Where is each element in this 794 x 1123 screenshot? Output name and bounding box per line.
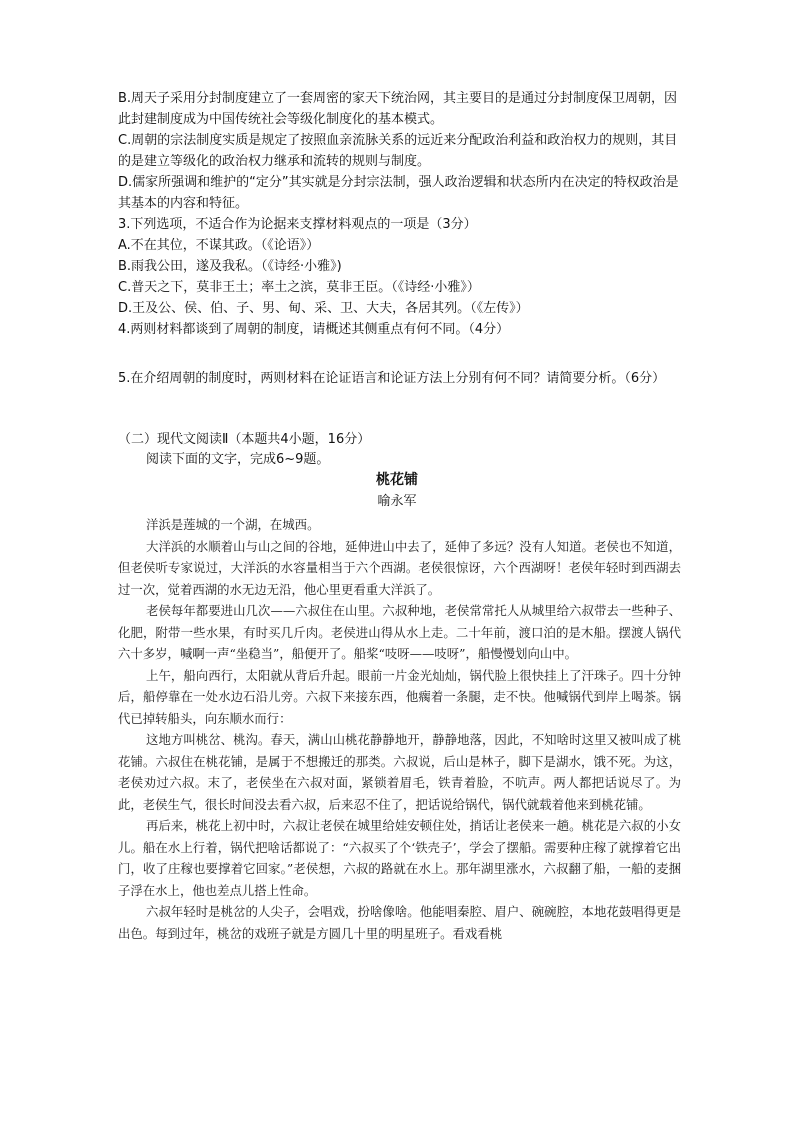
q5-stem: 5.在介绍周朝的制度时，两则材料在论证语言和论证方法上分别有何不同？请简要分析。（6分） [118, 371, 666, 386]
story-body [118, 514, 681, 944]
question-block [118, 88, 688, 340]
story-paragraph: 六叔年轻时是桃岔的人尖子，会唱戏，扮啥像啥。他能唱秦腔、眉户、碗碗腔，本地花鼓唱得更是出色。每到过年，桃岔的戏班子就是方圆几十里的明星班子。看戏看桃 [118, 904, 681, 941]
story-author: 喻永军 [377, 494, 417, 509]
section-header [118, 430, 678, 470]
q3-option-a: A.不在其位，不谋其政。（《论语》） [118, 238, 320, 253]
q2-option-c: C.周朝的宗法制度实质是规定了按照血亲流脉关系的远近来分配政治利益和政治权力的规则，其目的是建立等级化的政治权力继承和流转的规则与制度。 [118, 133, 678, 169]
story-paragraph: 洋浜是莲城的一个湖，在城西。 [146, 517, 320, 532]
story-paragraph: 这地方叫桃岔、桃沟。春天，满山山桃花静静地开，静静地落，因此，不知啥时这里又被叫成了桃花铺。六叔住在桃花铺，是属于不想搬迁的那类。六叔说，后山是林子，脚下是湖水，饿不死。为这，老侯劝过六叔。末了，老侯坐在六叔对面，紧锁着眉毛，铁青着脸，不吭声。两人都把话说尽了。为此，老侯生气，很长时间没去看六叔，后来忍不住了，把话说给锅代，锅代就载着他来到桃花铺。 [118, 732, 681, 812]
q3-option-c: C.普天之下，莫非王土；率土之滨，莫非王臣。（《诗经·小雅》） [118, 280, 480, 295]
section-instruction: 阅读下面的文字，完成6~9题。 [146, 452, 330, 467]
section-heading: （二）现代文阅读Ⅱ（本题共4小题，16分） [118, 432, 371, 447]
story-paragraph: 上午，船向西行，太阳就从背后升起。眼前一片金光灿灿，锅代脸上很快挂上了汗珠子。四十分钟后，船停靠在一处水边石沿儿旁。六叔下来接东西，他瘸着一条腿，走不快。他喊锅代到岸上喝茶。锅代已掉转船头，向东顺水而行： [118, 667, 681, 726]
q3-option-d: D.王及公、侯、伯、子、男、甸、采、卫、大夫，各居其列。（《左传》） [118, 301, 529, 316]
story-paragraph: 大洋浜的水顺着山与山之间的谷地，延伸进山中去了，延伸了多远？没有人知道。老侯也不知道，但老侯听专家说过，大洋浜的水容量相当于六个西湖。老侯很惊讶，六个西湖呀！老侯年轻时到西湖去过一次，觉着西湖的水无边无沿，他心里更看重大洋浜了。 [118, 538, 681, 597]
story-title: 桃花铺 [376, 472, 418, 488]
story-paragraph: 老侯每年都要进山几次——六叔住在山里。六叔种地，老侯常常托人从城里给六叔带去一些种子、化肥，附带一些水果，有时买几斤肉。老侯进山得从水上走。二十年前，渡口泊的是木船。摆渡人锅代六十多岁，喊啊一声“坐稳当”，船便开了。船桨“吱呀——吱呀”，船慢慢划向山中。 [118, 603, 681, 661]
q2-option-d: D.儒家所强调和维护的“定分”其实就是分封宗法制，强人政治逻辑和状态所内在决定的特权政治是其基本的内容和特征。 [118, 175, 679, 211]
q5-block [118, 368, 688, 389]
story-paragraph: 再后来，桃花上初中时，六叔让老侯在城里给娃安顿住处，捎话让老侯来一趟。桃花是六叔的小女儿。船在水上行着，锅代把啥话都说了：“六叔买了个‘铁壳子’，学会了摆船。需要种庄稼了就撑着它出门，收了庄稼也要撑着它回家。”老侯想，六叔的路就在水上。那年湖里涨水，六叔翻了船，一船的麦捆子浮在水上，他也差点儿搭上性命。 [118, 818, 681, 898]
q4-stem: 4.两则材料都谈到了周朝的制度，请概述其侧重点有何不同。（4分） [118, 322, 510, 337]
q3-option-b: B.雨我公田，遂及我私。（《诗经·小雅》) [118, 259, 342, 274]
q3-stem: 3.下列选项，不适合作为论据来支撑材料观点的一项是（3分） [118, 217, 477, 232]
q2-option-b: B.周天子采用分封制度建立了一套周密的家天下统治网，其主要目的是通过分封制度保卫周朝，因此封建制度成为中国传统社会等级化制度化的基本模式。 [118, 91, 678, 127]
